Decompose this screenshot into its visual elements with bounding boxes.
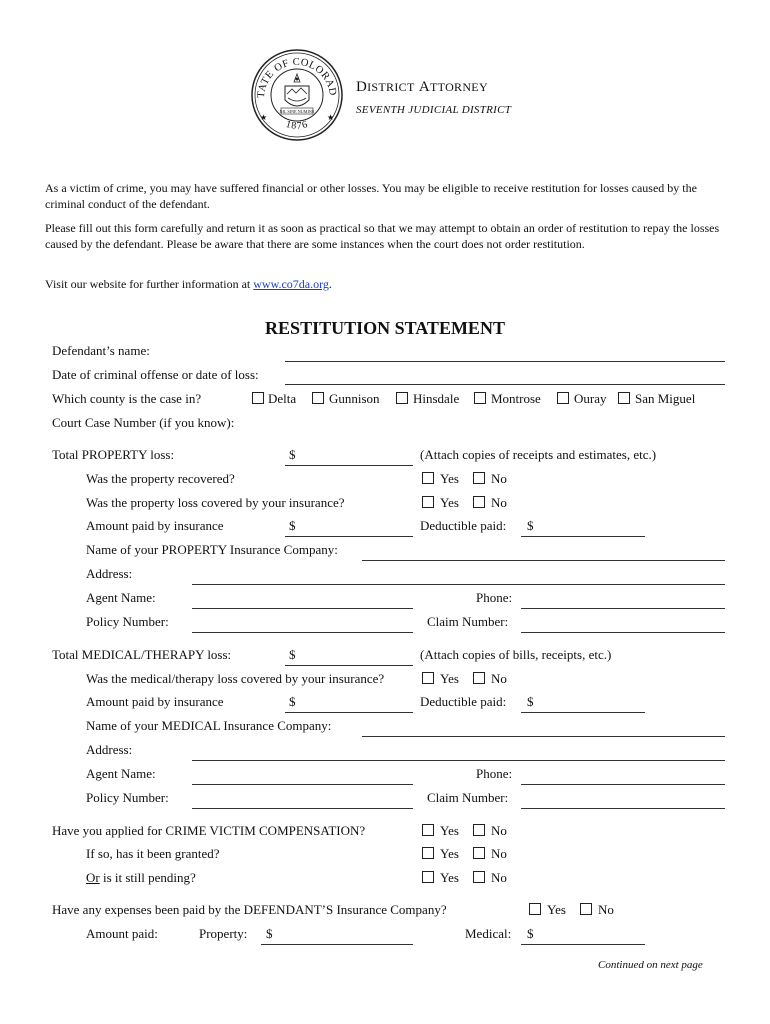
compensation-pending-yes-checkbox[interactable]: [422, 871, 434, 883]
medical-covered-no-checkbox[interactable]: [473, 672, 485, 684]
intro-paragraph-2: Please fill out this form carefully and return it as soon as practical so that we may attempt to obtain an order of restitution to repay the losses caused by the defendant. Please be aware that there are some instances when the court does not order restitution.: [45, 221, 720, 251]
svg-text:1876: 1876: [284, 118, 310, 132]
district-subtitle: SEVENTH JUDICIAL DISTRICT: [356, 104, 512, 116]
defendant-medical-dollar: $: [527, 926, 534, 941]
medical-address-label: Address:: [86, 742, 133, 757]
compensation-applied-yes-checkbox[interactable]: [422, 824, 434, 836]
intro-paragraph-3: [45, 277, 725, 292]
medical-covered-label: Was the medical/therapy loss covered by your insurance?: [86, 671, 385, 686]
property-total-field[interactable]: [285, 465, 413, 466]
form-title: RESTITUTION STATEMENT: [265, 318, 505, 338]
compensation-applied-label: Have you applied for CRIME VICTIM COMPENSATION?: [52, 823, 366, 838]
medical-policy-label: Policy Number:: [86, 790, 169, 805]
medical-covered-no-label: No: [491, 671, 507, 686]
property-address-label: Address:: [86, 566, 133, 581]
intro-website-prefix: Visit our website for further information at: [45, 277, 254, 291]
defendant-insurance-question: Have any expenses been paid by the DEFENDANT’S Insurance Company?: [52, 902, 447, 917]
title-istrict: ISTRICT: [367, 80, 415, 94]
defendant-insurance-yes-label: Yes: [547, 902, 566, 917]
property-recovered-yes-label: Yes: [440, 471, 459, 486]
title-ttorney: TTORNEY: [430, 80, 488, 94]
medical-company-field[interactable]: [362, 736, 725, 737]
website-link[interactable]: www.co7da.org: [253, 277, 329, 291]
property-covered-no-label: No: [491, 495, 507, 510]
county-checkbox-gunnison[interactable]: [312, 392, 324, 404]
property-recovered-yes-checkbox[interactable]: [422, 472, 434, 484]
medical-attach-note: (Attach copies of bills, receipts, etc.): [420, 647, 612, 662]
property-covered-no-checkbox[interactable]: [473, 496, 485, 508]
property-deductible-dollar: $: [527, 518, 534, 533]
compensation-granted-no-label: No: [491, 846, 507, 861]
compensation-granted-yes-checkbox[interactable]: [422, 847, 434, 859]
property-covered-yes-checkbox[interactable]: [422, 496, 434, 508]
property-agent-field[interactable]: [192, 608, 413, 609]
svg-text:STATE OF COLORADO: TATE OF COLORAD: [255, 56, 339, 99]
property-recovered-no-label: No: [491, 471, 507, 486]
medical-amount-paid-field[interactable]: [285, 712, 413, 713]
defendant-insurance-yes-checkbox[interactable]: [529, 903, 541, 915]
defendant-medical-field[interactable]: [521, 944, 645, 945]
svg-text:★: ★: [260, 113, 268, 122]
property-policy-field[interactable]: [192, 632, 413, 633]
title-letter-d: D: [356, 79, 368, 95]
medical-covered-yes-label: Yes: [440, 671, 459, 686]
title-letter-a: A: [418, 79, 431, 95]
property-policy-label: Policy Number:: [86, 614, 169, 629]
medical-policy-field[interactable]: [192, 808, 413, 809]
county-checkbox-ouray[interactable]: [557, 392, 569, 404]
property-total-dollar: $: [289, 447, 296, 462]
property-deductible-label: Deductible paid:: [420, 518, 507, 533]
defendant-property-dollar: $: [266, 926, 273, 941]
compensation-applied-yes-label: Yes: [440, 823, 459, 838]
property-phone-field[interactable]: [521, 608, 725, 609]
property-recovered-label: Was the property recovered?: [86, 471, 235, 486]
county-ouray-label: Ouray: [574, 391, 607, 406]
medical-deductible-field[interactable]: [521, 712, 645, 713]
county-checkbox-delta[interactable]: [252, 392, 264, 404]
defendant-medical-label: Medical:: [465, 926, 512, 941]
county-delta-label: Delta: [268, 391, 297, 406]
property-phone-label: Phone:: [476, 590, 513, 605]
property-address-field[interactable]: [192, 584, 725, 585]
county-checkbox-san-miguel[interactable]: [618, 392, 630, 404]
intro-website-suffix: .: [328, 277, 332, 291]
defendant-insurance-no-label: No: [598, 902, 614, 917]
svg-text:★: ★: [327, 113, 335, 122]
property-company-label: Name of your PROPERTY Insurance Company:: [86, 542, 338, 557]
property-agent-label: Agent Name:: [86, 590, 156, 605]
medical-deductible-label: Deductible paid:: [420, 694, 507, 709]
property-amount-paid-dollar: $: [289, 518, 296, 533]
defendant-name-field[interactable]: [285, 361, 725, 362]
compensation-pending-label: [86, 870, 196, 886]
medical-phone-label: Phone:: [476, 766, 513, 781]
defendant-amount-paid-label: Amount paid:: [86, 926, 158, 941]
county-gunnison-label: Gunnison: [329, 391, 380, 406]
medical-total-label: Total MEDICAL/THERAPY loss:: [52, 647, 232, 662]
medical-company-label: Name of your MEDICAL Insurance Company:: [86, 718, 332, 733]
compensation-applied-no-label: No: [491, 823, 507, 838]
compensation-granted-no-checkbox[interactable]: [473, 847, 485, 859]
compensation-pending-rest: is it still pending?: [99, 870, 196, 885]
county-montrose-label: Montrose: [491, 391, 541, 406]
medical-claim-field[interactable]: [521, 808, 725, 809]
medical-total-field[interactable]: [285, 665, 413, 666]
svg-text:NIL SINE NUMINE: NIL SINE NUMINE: [279, 109, 315, 114]
continued-note: Continued on next page: [598, 959, 703, 971]
medical-address-field[interactable]: [192, 760, 725, 761]
compensation-applied-no-checkbox[interactable]: [473, 824, 485, 836]
property-attach-note: (Attach copies of receipts and estimates, etc.): [420, 447, 657, 462]
medical-agent-field[interactable]: [192, 784, 413, 785]
compensation-pending-no-checkbox[interactable]: [473, 871, 485, 883]
compensation-pending-yes-label: Yes: [440, 870, 459, 885]
compensation-granted-yes-label: Yes: [440, 846, 459, 861]
medical-covered-yes-checkbox[interactable]: [422, 672, 434, 684]
property-deductible-field[interactable]: [521, 536, 645, 537]
property-company-field[interactable]: [362, 560, 725, 561]
property-amount-paid-label: Amount paid by insurance: [86, 518, 224, 533]
compensation-granted-label: If so, has it been granted?: [86, 846, 220, 861]
medical-amount-paid-label: Amount paid by insurance: [86, 694, 224, 709]
county-label: Which county is the case in?: [52, 391, 202, 406]
intro-paragraph-1: As a victim of crime, you may have suffered financial or other losses. You may be eligible to receive restitution for losses caused by the criminal conduct of the defendant.: [45, 181, 697, 211]
property-claim-field[interactable]: [521, 632, 725, 633]
offense-date-field[interactable]: [285, 384, 725, 385]
medical-claim-label: Claim Number:: [427, 790, 509, 805]
offense-date-label: Date of criminal offense or date of loss:: [52, 367, 259, 382]
county-san-miguel-label: San Miguel: [635, 391, 696, 406]
property-covered-yes-label: Yes: [440, 495, 459, 510]
medical-deductible-dollar: $: [527, 694, 534, 709]
property-claim-label: Claim Number:: [427, 614, 509, 629]
property-total-label: Total PROPERTY loss:: [52, 447, 175, 462]
property-covered-label: Was the property loss covered by your insurance?: [86, 495, 345, 510]
medical-agent-label: Agent Name:: [86, 766, 156, 781]
compensation-pending-no-label: No: [491, 870, 507, 885]
district-attorney-title: [356, 78, 488, 96]
colorado-seal: [250, 48, 344, 142]
county-checkbox-hinsdale[interactable]: [396, 392, 408, 404]
county-hinsdale-label: Hinsdale: [413, 391, 460, 406]
defendant-insurance-no-checkbox[interactable]: [580, 903, 592, 915]
medical-amount-paid-dollar: $: [289, 694, 296, 709]
county-checkbox-montrose[interactable]: [474, 392, 486, 404]
property-amount-paid-field[interactable]: [285, 536, 413, 537]
defendant-property-field[interactable]: [261, 944, 413, 945]
property-recovered-no-checkbox[interactable]: [473, 472, 485, 484]
medical-total-dollar: $: [289, 647, 296, 662]
case-number-label: Court Case Number (if you know):: [52, 415, 235, 430]
defendant-property-label: Property:: [199, 926, 248, 941]
medical-phone-field[interactable]: [521, 784, 725, 785]
compensation-pending-or: Or: [86, 870, 100, 885]
defendant-name-label: Defendant’s name:: [52, 343, 150, 358]
